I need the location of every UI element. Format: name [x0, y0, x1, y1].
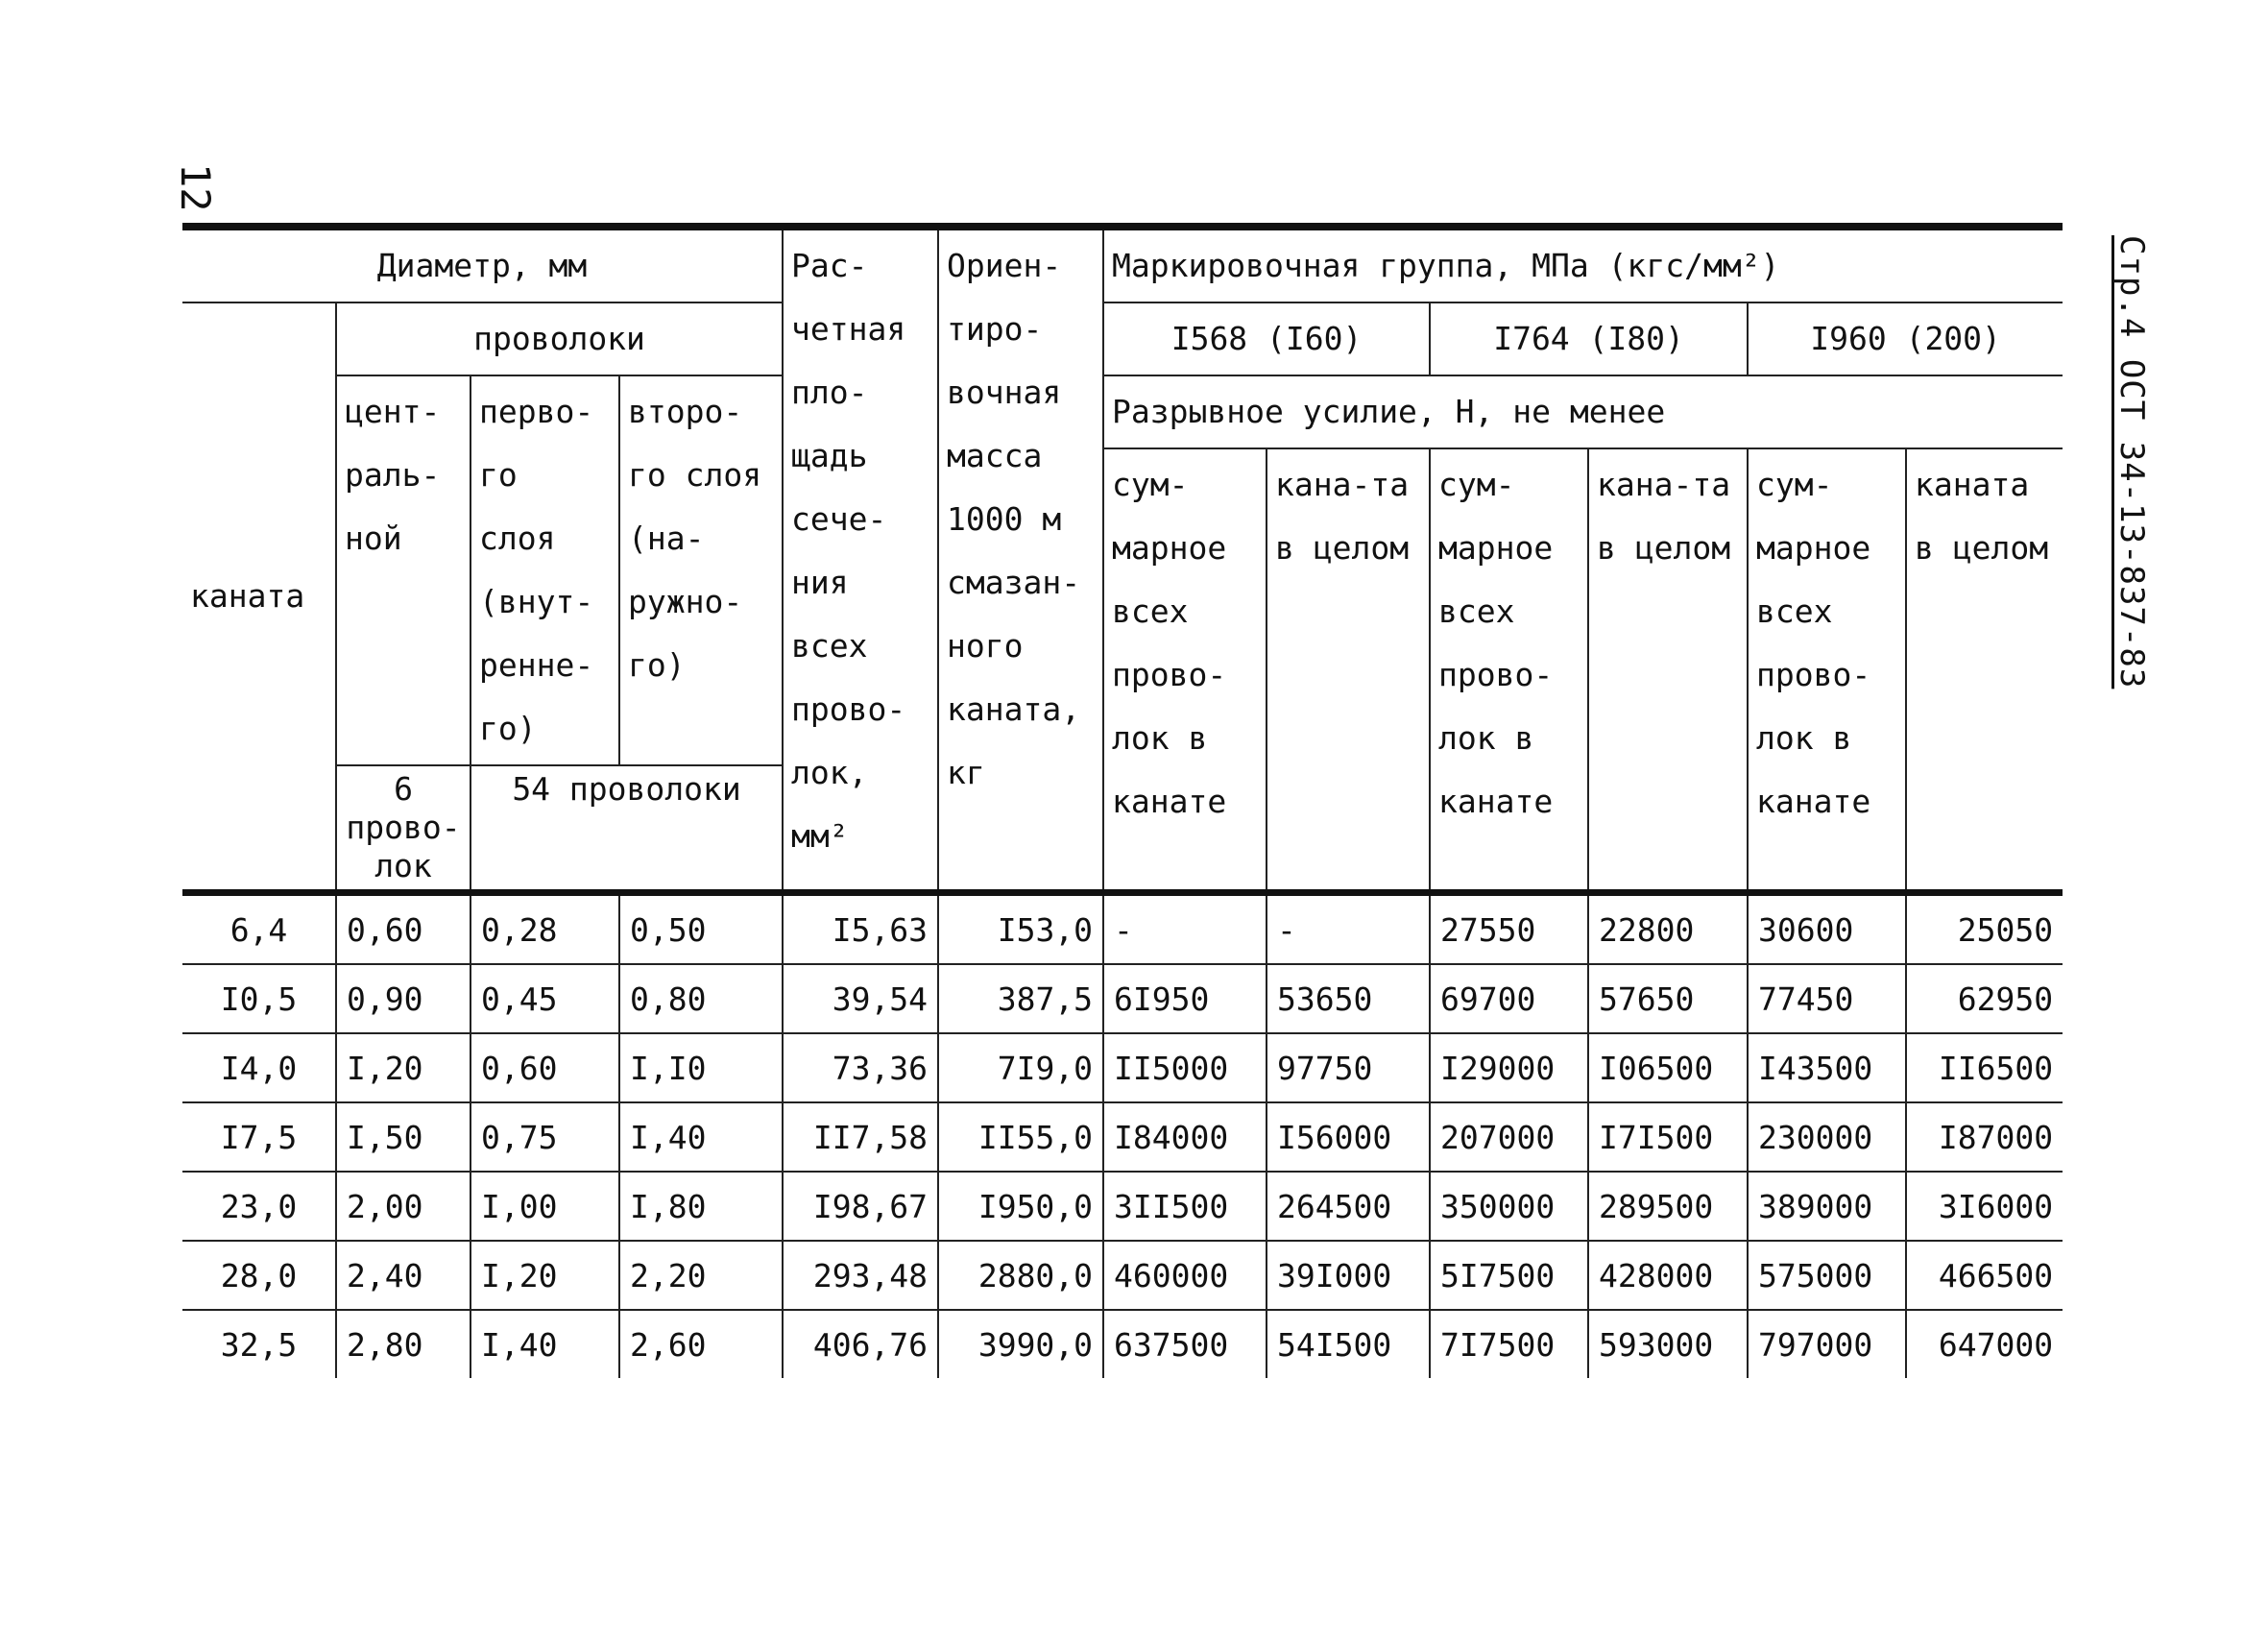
table-cell: 207000: [1430, 1102, 1588, 1172]
table-cell: 73,36: [783, 1033, 938, 1102]
table-cell: 27550: [1430, 893, 1588, 965]
table-cell: 62950: [1906, 964, 2063, 1033]
table-cell: 289500: [1588, 1172, 1748, 1241]
table-cell: 5I7500: [1430, 1241, 1588, 1310]
table-cell: 3I6000: [1906, 1172, 2063, 1241]
table-cell: 0,75: [470, 1102, 619, 1172]
header-group-1960: I960 (200): [1748, 302, 2063, 375]
header-rope-whole-1: кана-та в целом: [1267, 448, 1430, 893]
table-cell: 23,0: [182, 1172, 336, 1241]
table-cell: 2,60: [619, 1310, 783, 1378]
table-cell: I53,0: [938, 893, 1103, 965]
table-cell: 0,60: [336, 893, 470, 965]
table-row: [182, 1241, 2063, 1310]
table-row: [182, 1310, 2063, 1378]
header-rope-whole-3: каната в целом: [1906, 448, 2063, 893]
header-group-1764: I764 (I80): [1430, 302, 1748, 375]
table-cell: 7I7500: [1430, 1310, 1588, 1378]
table-cell: 2,80: [336, 1310, 470, 1378]
table-cell: I56000: [1267, 1102, 1430, 1172]
header-fiftyfour-wires: 54 проволоки: [470, 765, 783, 893]
table-cell: I43500: [1748, 1033, 1906, 1102]
header-sum-wires-1: сум-марное всех прово-лок в канате: [1103, 448, 1267, 893]
table-cell: I98,67: [783, 1172, 938, 1241]
page-number: 12: [172, 163, 219, 212]
header-wires: проволоки: [336, 302, 783, 375]
table-cell: 28,0: [182, 1241, 336, 1310]
table-cell: 2,20: [619, 1241, 783, 1310]
table-cell: II7,58: [783, 1102, 938, 1172]
table-cell: 53650: [1267, 964, 1430, 1033]
table-cell: I,20: [336, 1033, 470, 1102]
table-cell: I,50: [336, 1102, 470, 1172]
header-sum-wires-3: сум-марное всех прово-лок в канате: [1748, 448, 1906, 893]
table-cell: I,20: [470, 1241, 619, 1310]
table-cell: I,00: [470, 1172, 619, 1241]
table-cell: 77450: [1748, 964, 1906, 1033]
table-cell: -: [1103, 893, 1267, 965]
table-cell: 0,50: [619, 893, 783, 965]
table-cell: 350000: [1430, 1172, 1588, 1241]
table-cell: 230000: [1748, 1102, 1906, 1172]
table-cell: 0,45: [470, 964, 619, 1033]
table-cell: 22800: [1588, 893, 1748, 965]
table-cell: 466500: [1906, 1241, 2063, 1310]
table-cell: 3II500: [1103, 1172, 1267, 1241]
table-cell: 6,4: [182, 893, 336, 965]
header-six-wires: 6 прово-лок: [336, 765, 470, 893]
table-cell: 387,5: [938, 964, 1103, 1033]
table-cell: 57650: [1588, 964, 1748, 1033]
table-cell: 460000: [1103, 1241, 1267, 1310]
table-cell: 32,5: [182, 1310, 336, 1378]
header-rope: каната: [182, 302, 336, 893]
table-cell: 406,76: [783, 1310, 938, 1378]
table-cell: I,40: [470, 1310, 619, 1378]
header-mass: Ориен-тиро-вочная масса 1000 м смазан-ного каната, кг: [938, 227, 1103, 893]
header-second-layer: второ-го слоя (на-ружно-го): [619, 375, 783, 765]
table-cell: 39,54: [783, 964, 938, 1033]
table-cell: 647000: [1906, 1310, 2063, 1378]
table-cell: 0,60: [470, 1033, 619, 1102]
table-cell: 6I950: [1103, 964, 1267, 1033]
table-cell: 2,40: [336, 1241, 470, 1310]
table-cell: II5000: [1103, 1033, 1267, 1102]
table-row: [182, 1033, 2063, 1102]
table-cell: 3990,0: [938, 1310, 1103, 1378]
document-code-label: Стр.4 ОСТ 34-13-837-83: [2112, 235, 2151, 689]
table-cell: 2880,0: [938, 1241, 1103, 1310]
table-cell: 39I000: [1267, 1241, 1430, 1310]
table-cell: I,I0: [619, 1033, 783, 1102]
table-cell: I84000: [1103, 1102, 1267, 1172]
table-cell: I950,0: [938, 1172, 1103, 1241]
header-diameter: Диаметр, мм: [182, 227, 783, 302]
table-cell: 293,48: [783, 1241, 938, 1310]
rope-specification-table: [182, 223, 2063, 1378]
table-cell: II55,0: [938, 1102, 1103, 1172]
table-body: [182, 893, 2063, 1379]
header-breaking-force: Разрывное усилие, Н, не менее: [1103, 375, 2063, 448]
table-cell: 593000: [1588, 1310, 1748, 1378]
table-cell: I,40: [619, 1102, 783, 1172]
header-first-layer: перво-го слоя (внут-ренне-го): [470, 375, 619, 765]
header-area: Рас-четная пло-щадь сече-ния всех прово-лок, мм²: [783, 227, 938, 893]
table-row: [182, 1172, 2063, 1241]
table-cell: 0,90: [336, 964, 470, 1033]
table-cell: 264500: [1267, 1172, 1430, 1241]
table-cell: 69700: [1430, 964, 1588, 1033]
table-cell: I5,63: [783, 893, 938, 965]
table-cell: 575000: [1748, 1241, 1906, 1310]
table-cell: I,80: [619, 1172, 783, 1241]
table-cell: 389000: [1748, 1172, 1906, 1241]
table-cell: 2,00: [336, 1172, 470, 1241]
table-cell: 637500: [1103, 1310, 1267, 1378]
table-cell: I06500: [1588, 1033, 1748, 1102]
table-cell: II6500: [1906, 1033, 2063, 1102]
table-cell: 0,28: [470, 893, 619, 965]
table-cell: 7I9,0: [938, 1033, 1103, 1102]
table-cell: 797000: [1748, 1310, 1906, 1378]
table-cell: 0,80: [619, 964, 783, 1033]
table-cell: 30600: [1748, 893, 1906, 965]
table-row: [182, 964, 2063, 1033]
table-cell: I87000: [1906, 1102, 2063, 1172]
table-cell: I7,5: [182, 1102, 336, 1172]
table-cell: 54I500: [1267, 1310, 1430, 1378]
table-cell: I0,5: [182, 964, 336, 1033]
header-sum-wires-2: сум-марное всех прово-лок в канате: [1430, 448, 1588, 893]
table-cell: 97750: [1267, 1033, 1430, 1102]
header-group-1568: I568 (I60): [1103, 302, 1430, 375]
table-cell: 25050: [1906, 893, 2063, 965]
header-central-wire: цент-раль-ной: [336, 375, 470, 765]
table-cell: I7I500: [1588, 1102, 1748, 1172]
header-rope-whole-2: кана-та в целом: [1588, 448, 1748, 893]
table-cell: I4,0: [182, 1033, 336, 1102]
table-cell: 428000: [1588, 1241, 1748, 1310]
table-row: [182, 893, 2063, 965]
table-cell: I29000: [1430, 1033, 1588, 1102]
header-grade-group: Маркировочная группа, МПа (кгс/мм²): [1103, 227, 2063, 302]
table-cell: -: [1267, 893, 1430, 965]
table-row: [182, 1102, 2063, 1172]
